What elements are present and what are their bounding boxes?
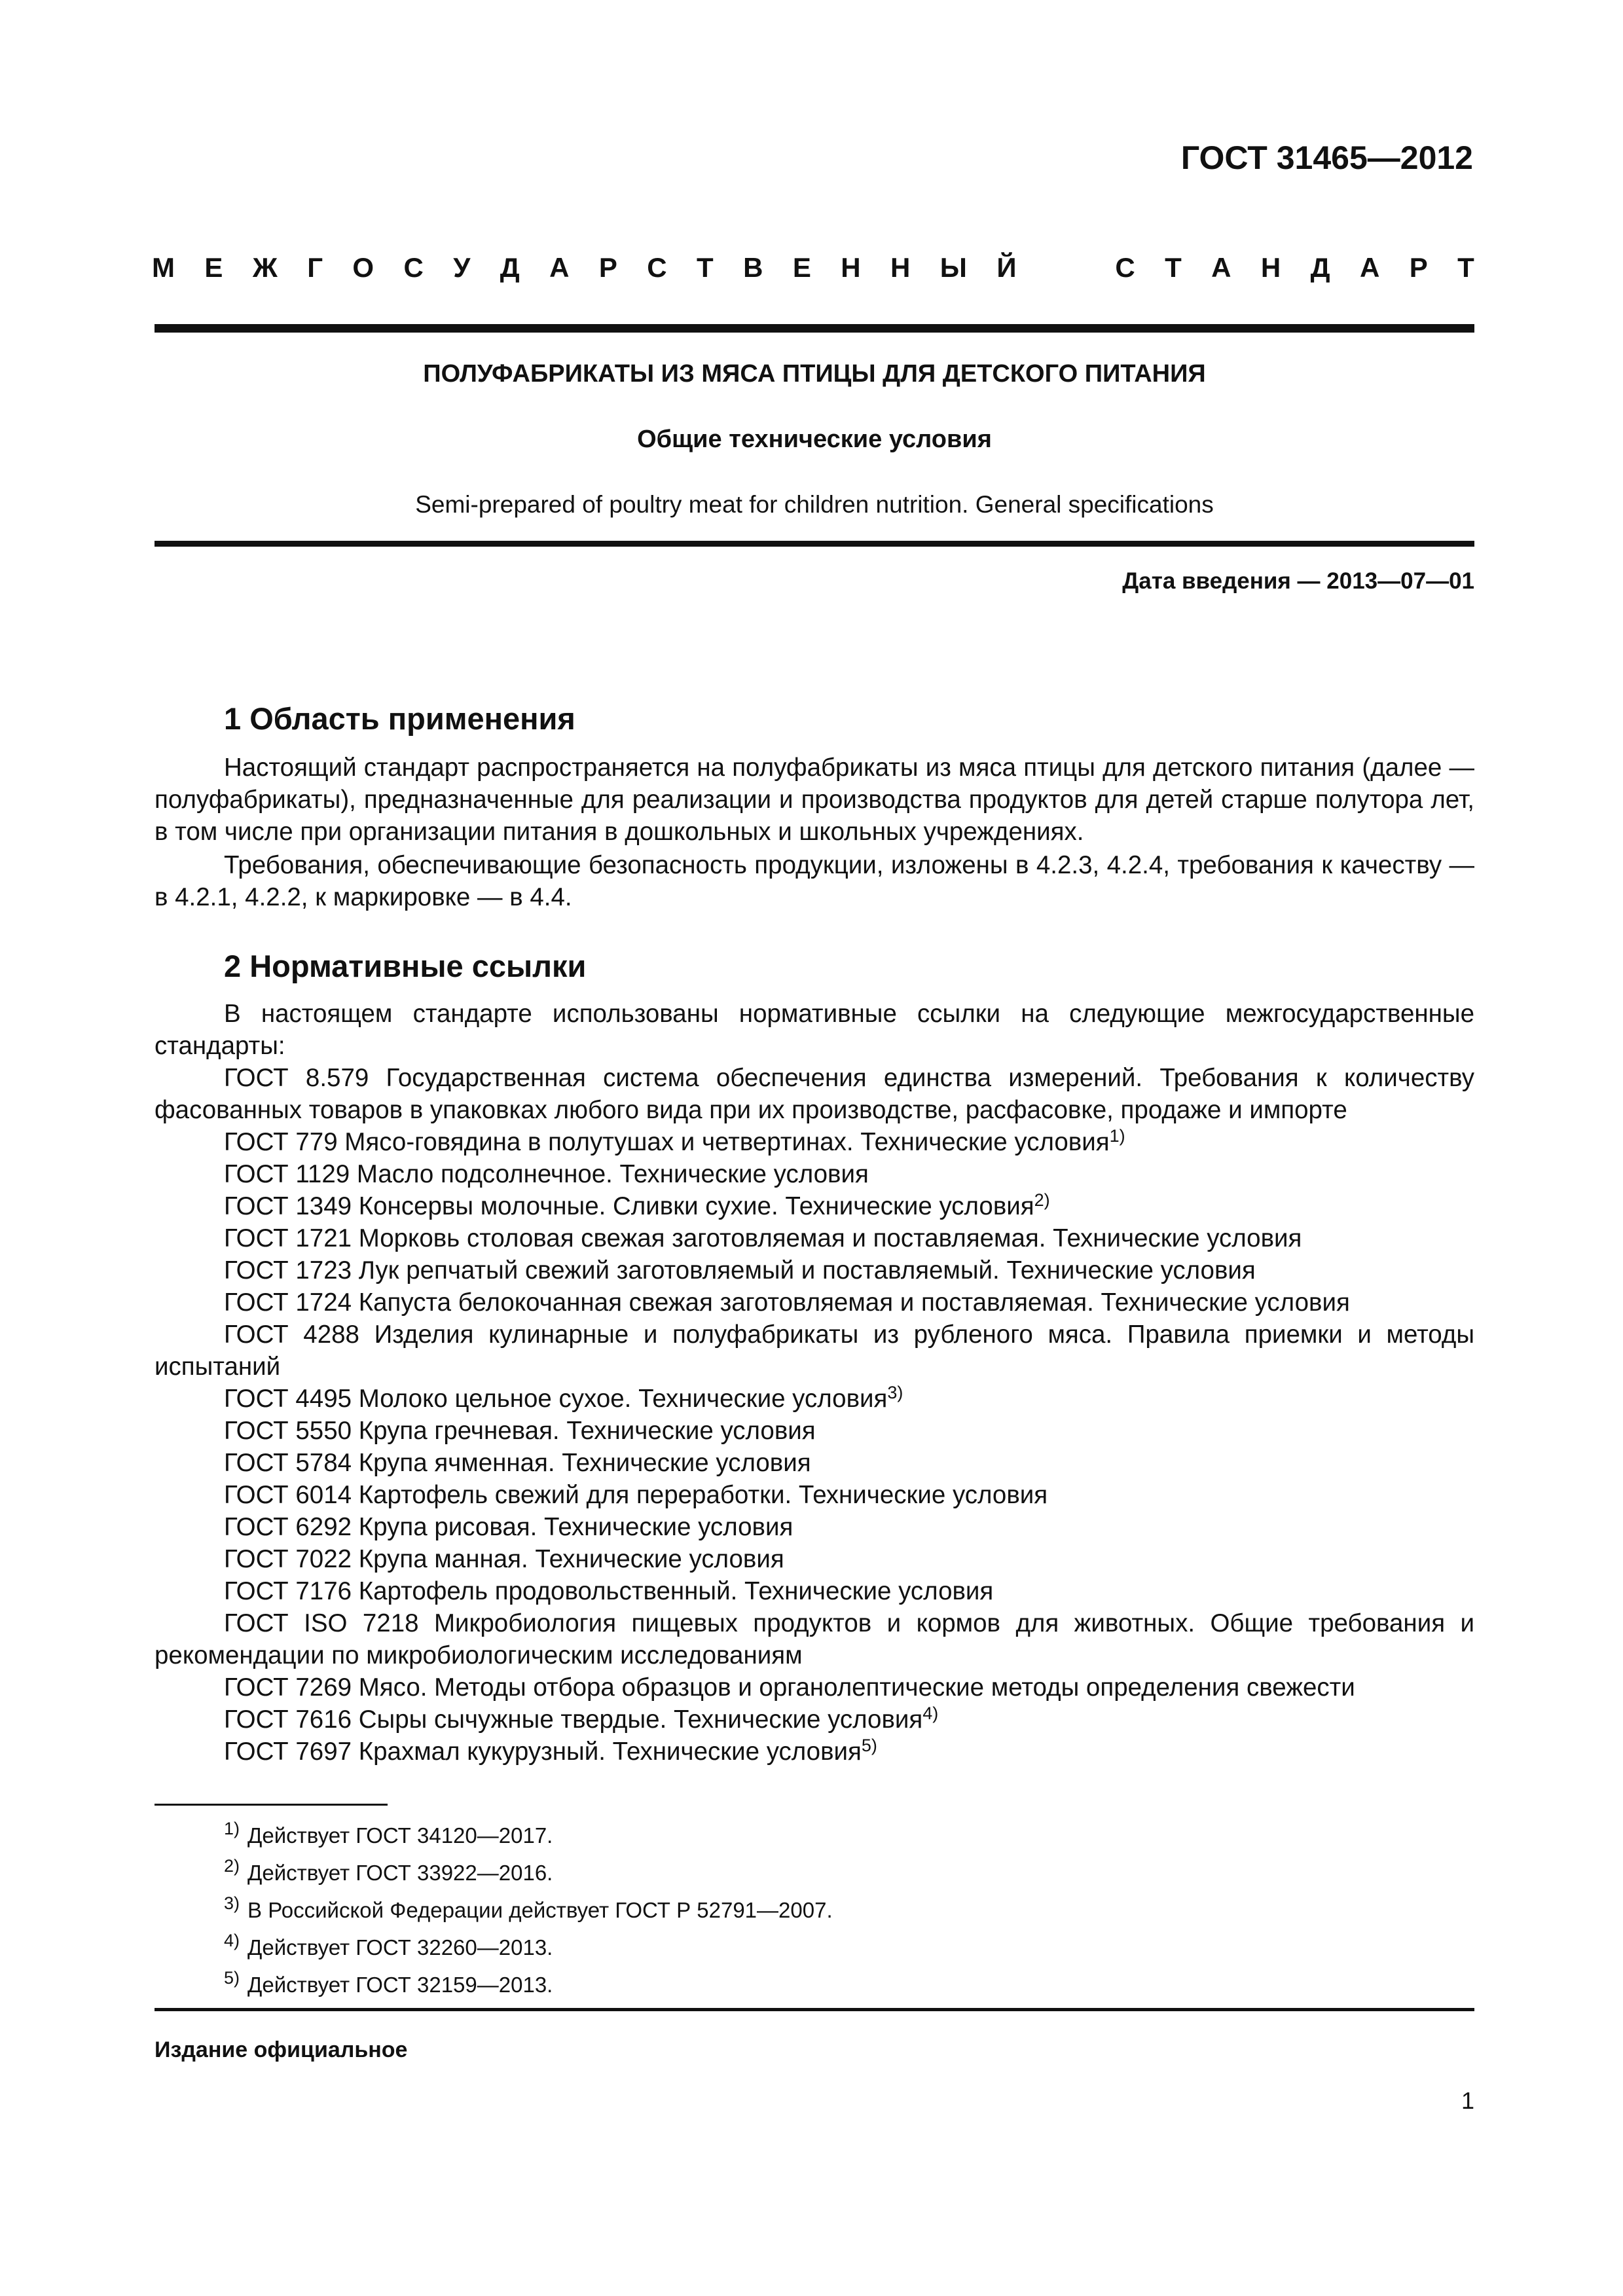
- banner-letter: О: [352, 252, 374, 283]
- reference-item: [155, 1543, 1474, 1575]
- banner-letter: Й: [996, 252, 1017, 283]
- banner-letter: М: [152, 252, 175, 283]
- reference-item: [155, 1415, 1474, 1447]
- reference-item: [155, 1383, 1474, 1415]
- footnote-text: Действует ГОСТ 33922—2016.: [247, 1861, 553, 1885]
- document-title: ПОЛУФАБРИКАТЫ ИЗ МЯСА ПТИЦЫ ДЛЯ ДЕТСКОГО ПИТАНИЯ: [423, 360, 1206, 388]
- section-2-heading: 2 Нормативные ссылки: [224, 949, 587, 983]
- reference-text: ГОСТ 1349 Консервы молочные. Сливки сухие. Технические условия: [224, 1192, 1034, 1220]
- reference-item: [155, 1190, 1474, 1222]
- footnote-text: Действует ГОСТ 32159—2013.: [247, 1973, 553, 1997]
- reference-text: ГОСТ 6292 Крупа рисовая. Технические условия: [224, 1513, 793, 1541]
- reference-text: ГОСТ 8.579 Государственная система обеспечения единства измерений. Требования к количеству фасованных товаров в упаковках любого вида при их производстве, расфасовке, продаже и импорте: [155, 1064, 1474, 1124]
- reference-item: [155, 1736, 1474, 1768]
- interstate-standard-banner: [152, 252, 1474, 283]
- banner-letter: А: [1211, 252, 1231, 283]
- reference-text: ГОСТ 5784 Крупа ячменная. Технические условия: [224, 1449, 811, 1477]
- standard-number: ГОСТ 31465—2012: [1180, 139, 1473, 176]
- banner-letter: Н: [841, 252, 861, 283]
- reference-text: ГОСТ 7697 Крахмал кукурузный. Технические условия: [224, 1738, 862, 1766]
- reference-text: ГОСТ 7176 Картофель продовольственный. Технические условия: [224, 1577, 994, 1605]
- footnote-item: [224, 1929, 1468, 1966]
- banner-word-gap: [1046, 252, 1085, 283]
- reference-item: [155, 1479, 1474, 1511]
- footnote-item: [224, 1854, 1468, 1891]
- reference-item: [155, 1319, 1474, 1383]
- page-number: 1: [1461, 2087, 1474, 2114]
- footnote-item: [224, 1891, 1468, 1929]
- banner-letter: Н: [890, 252, 911, 283]
- reference-item: [155, 1222, 1474, 1254]
- banner-letter: Т: [697, 252, 714, 283]
- footnote-text: В Российской Федерации действует ГОСТ Р 52791—2007.: [247, 1898, 833, 1922]
- footnotes: [224, 1817, 1468, 2003]
- banner-letter: Т: [1457, 252, 1474, 283]
- footnote-item: [224, 1966, 1468, 2003]
- introduction-date: Дата введения — 2013—07—01: [1122, 568, 1474, 594]
- header-rule-top: [155, 324, 1474, 333]
- banner-letter: У: [453, 252, 471, 283]
- reference-item: [155, 1575, 1474, 1607]
- footnote-text: Действует ГОСТ 34120—2017.: [247, 1823, 553, 1848]
- header-rule-bottom: [155, 541, 1474, 547]
- section-1-heading: 1 Область применения: [224, 701, 575, 736]
- reference-text: ГОСТ 6014 Картофель свежий для переработки. Технические условия: [224, 1481, 1048, 1509]
- banner-letter: Ж: [252, 252, 278, 283]
- banner-letter: С: [647, 252, 667, 283]
- footnote-marker: 2): [1034, 1190, 1050, 1210]
- reference-item: [155, 1254, 1474, 1286]
- section-1-paragraph-2: Требования, обеспечивающие безопасность продукции, изложены в 4.2.3, 4.2.4, требования к качеству — в 4.2.1, 4.2.2, к маркировке — в 4.4.: [155, 851, 1474, 911]
- normative-references-list: [155, 1062, 1474, 1768]
- footnote-marker: 5): [861, 1736, 877, 1755]
- banner-letter: В: [743, 252, 763, 283]
- banner-letter: Д: [1310, 252, 1330, 283]
- reference-text: ГОСТ 1721 Морковь столовая свежая заготовляемая и поставляемая. Технические условия: [224, 1224, 1302, 1252]
- banner-letter: С: [1115, 252, 1135, 283]
- reference-item: [155, 1704, 1474, 1736]
- banner-letter: А: [549, 252, 570, 283]
- banner-letter: Е: [792, 252, 811, 283]
- footnote-separator: [155, 1804, 388, 1806]
- reference-item: [155, 1511, 1474, 1543]
- footnote-mark: 3): [224, 1893, 240, 1913]
- footnote-text: Действует ГОСТ 32260—2013.: [247, 1935, 553, 1959]
- reference-item: [155, 1447, 1474, 1479]
- reference-text: ГОСТ 5550 Крупа гречневая. Технические условия: [224, 1417, 816, 1445]
- banner-letter: Д: [500, 252, 520, 283]
- section-1-paragraph-1: Настоящий стандарт распространяется на полуфабрикаты из мяса птицы для детского питания (далее — полуфабрикаты), предназначенные для реализации и производства продуктов для детей старше полутора лет, в том числе при организации питания в дошкольных и школьных учреждениях.: [155, 754, 1474, 846]
- reference-text: ГОСТ 4288 Изделия кулинарные и полуфабрикаты из рубленого мяса. Правила приемки и методы испытаний: [155, 1321, 1474, 1381]
- reference-text: ГОСТ 1724 Капуста белокочанная свежая заготовляемая и поставляемая. Технические условия: [224, 1288, 1350, 1317]
- footnote-marker: 4): [922, 1704, 939, 1723]
- reference-text: ГОСТ 4495 Молоко цельное сухое. Технические условия: [224, 1385, 888, 1413]
- banner-letter: А: [1359, 252, 1380, 283]
- reference-item: [155, 1158, 1474, 1190]
- reference-item: [155, 1286, 1474, 1319]
- banner-letter: Е: [204, 252, 223, 283]
- footnote-marker: 3): [887, 1383, 903, 1402]
- reference-item: [155, 1671, 1474, 1704]
- reference-text: ГОСТ 7022 Крупа манная. Технические условия: [224, 1545, 784, 1573]
- reference-text: ГОСТ 7616 Сыры сычужные твердые. Технические условия: [224, 1705, 923, 1734]
- banner-letter: Р: [598, 252, 617, 283]
- reference-text: ГОСТ 779 Мясо-говядина в полутушах и четвертинах. Технические условия: [224, 1128, 1110, 1156]
- section-2-intro: В настоящем стандарте использованы нормативные ссылки на следующие межгосударственные стандарты:: [155, 1000, 1474, 1060]
- reference-item: [155, 1607, 1474, 1671]
- banner-letter: Г: [307, 252, 323, 283]
- reference-item: [155, 1126, 1474, 1158]
- footnote-item: [224, 1817, 1468, 1854]
- footnote-mark: 1): [224, 1819, 240, 1838]
- footnote-mark: 2): [224, 1856, 240, 1876]
- reference-text: ГОСТ 1129 Масло подсолнечное. Технические условия: [224, 1160, 869, 1188]
- footer-rule: [155, 2008, 1474, 2011]
- footnote-mark: 5): [224, 1968, 240, 1988]
- document-subtitle: Общие технические условия: [637, 426, 992, 453]
- english-title: Semi-prepared of poultry meat for children nutrition. General specifications: [415, 491, 1214, 518]
- reference-item: [155, 1062, 1474, 1126]
- reference-text: ГОСТ 1723 Лук репчатый свежий заготовляемый и поставляемый. Технические условия: [224, 1256, 1256, 1285]
- reference-text: ГОСТ ISO 7218 Микробиология пищевых продуктов и кормов для животных. Общие требования и рекомендации по микробиологическим исследованиям: [155, 1609, 1474, 1669]
- edition-label: Издание официальное: [155, 2037, 408, 2062]
- footnote-marker: 1): [1109, 1126, 1125, 1146]
- banner-letter: Н: [1260, 252, 1281, 283]
- banner-letter: Р: [1409, 252, 1428, 283]
- banner-letter: С: [403, 252, 424, 283]
- reference-text: ГОСТ 7269 Мясо. Методы отбора образцов и органолептические методы определения свежести: [224, 1673, 1355, 1702]
- banner-letter: Т: [1165, 252, 1182, 283]
- banner-letter: Ы: [939, 252, 967, 283]
- footnote-mark: 4): [224, 1931, 240, 1950]
